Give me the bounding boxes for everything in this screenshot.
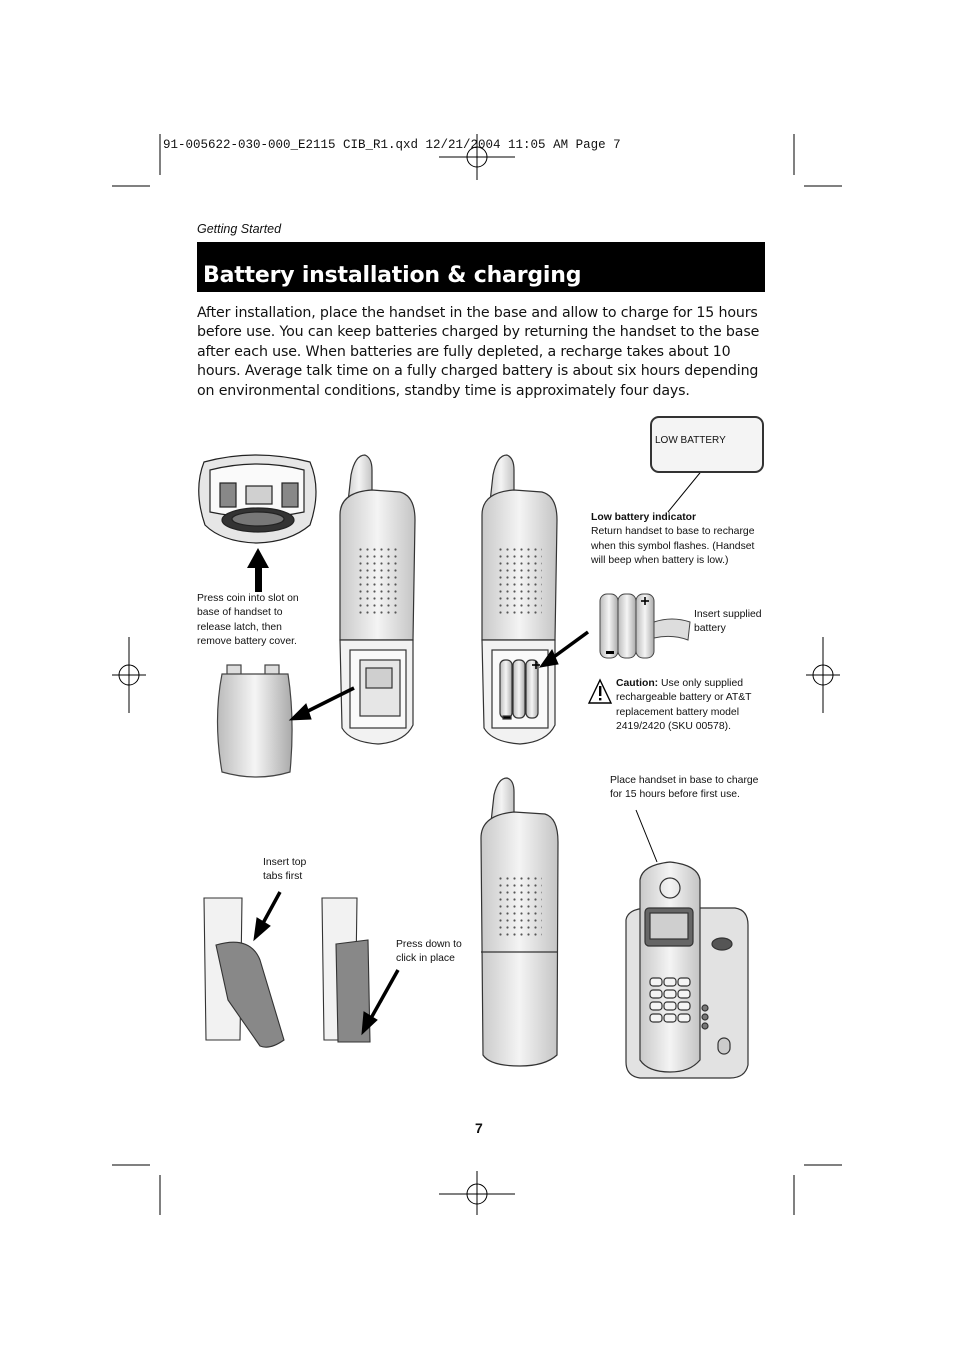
handset-back-closed [481, 778, 558, 1066]
caption-line: base of handset to [197, 607, 283, 619]
registration-mark-left [112, 637, 146, 713]
caption-line: 2419/2420 (SKU 00578). [616, 720, 731, 732]
arrow-top-tabs [254, 892, 280, 940]
caption-line: Use only supplied [658, 678, 744, 689]
handset-bottom-view [199, 455, 316, 543]
caption-line: Press coin into slot on [197, 593, 299, 604]
handset-back-battery [482, 455, 557, 744]
title-bar [197, 242, 765, 292]
caption-line: battery [694, 623, 726, 635]
supplied-battery-caption [694, 608, 762, 637]
caption-line: replacement battery model [616, 706, 740, 718]
caption-line: Return handset to base to recharge [591, 526, 755, 538]
caption-line: tabs first [263, 871, 303, 883]
caption-line: click in place [396, 953, 455, 965]
page-number: 7 [475, 1120, 483, 1136]
base-charge-caption [610, 774, 758, 803]
caution-caption [616, 677, 752, 734]
top-tabs-caption [263, 856, 306, 885]
caption-line: when this symbol flashes. (Handset [591, 540, 755, 552]
caption-line: will beep when battery is low.) [591, 554, 729, 566]
intro-paragraph: After installation, place the handset in the base and allow to charge for 15 hours before use. You can keep batteries charged by returning the handset to the base after each use. When batteries are fully depleted, a recharge takes about 10 hours. Average talk time on a fully charged battery is about six hours depending on environmental conditions, standby time is approximately four days. [197, 305, 760, 399]
caption-line: release latch, then [197, 621, 282, 633]
registration-mark-right [806, 637, 840, 713]
section-label: Getting Started [197, 222, 282, 236]
caption-line: Insert top [263, 857, 307, 868]
phone-base-front [626, 862, 748, 1078]
cover-install-step1 [204, 898, 284, 1047]
caution-icon [589, 680, 611, 703]
registration-mark-bottom [439, 1171, 515, 1215]
up-arrow [247, 548, 269, 592]
caption-line: remove battery cover. [197, 635, 297, 647]
coin-caption [197, 592, 299, 649]
caption-line: Press down to [396, 939, 462, 950]
low-battery-caption [591, 511, 754, 568]
lcd-text: LOW BATTERY [655, 435, 726, 446]
caption-line: rechargeable battery or AT&T [616, 692, 752, 704]
caption-line: for 15 hours before first use. [610, 789, 740, 801]
base-leader [636, 810, 657, 862]
print-header: 91-005622-030-000_E2115 CIB_R1.qxd 12/21/2004 11:05 AM Page 7 [163, 138, 621, 152]
caption-line: Insert supplied [694, 609, 762, 620]
battery-cover [218, 665, 293, 777]
low-battery-heading: Low battery indicator [591, 512, 697, 523]
press-down-caption [396, 938, 462, 967]
handset-back-open [340, 455, 415, 744]
caution-label: Caution: [616, 678, 659, 689]
caption-line: Place handset in base to charge [610, 775, 759, 786]
lcd-display [650, 416, 764, 473]
page-title: Battery installation & charging [203, 263, 582, 288]
